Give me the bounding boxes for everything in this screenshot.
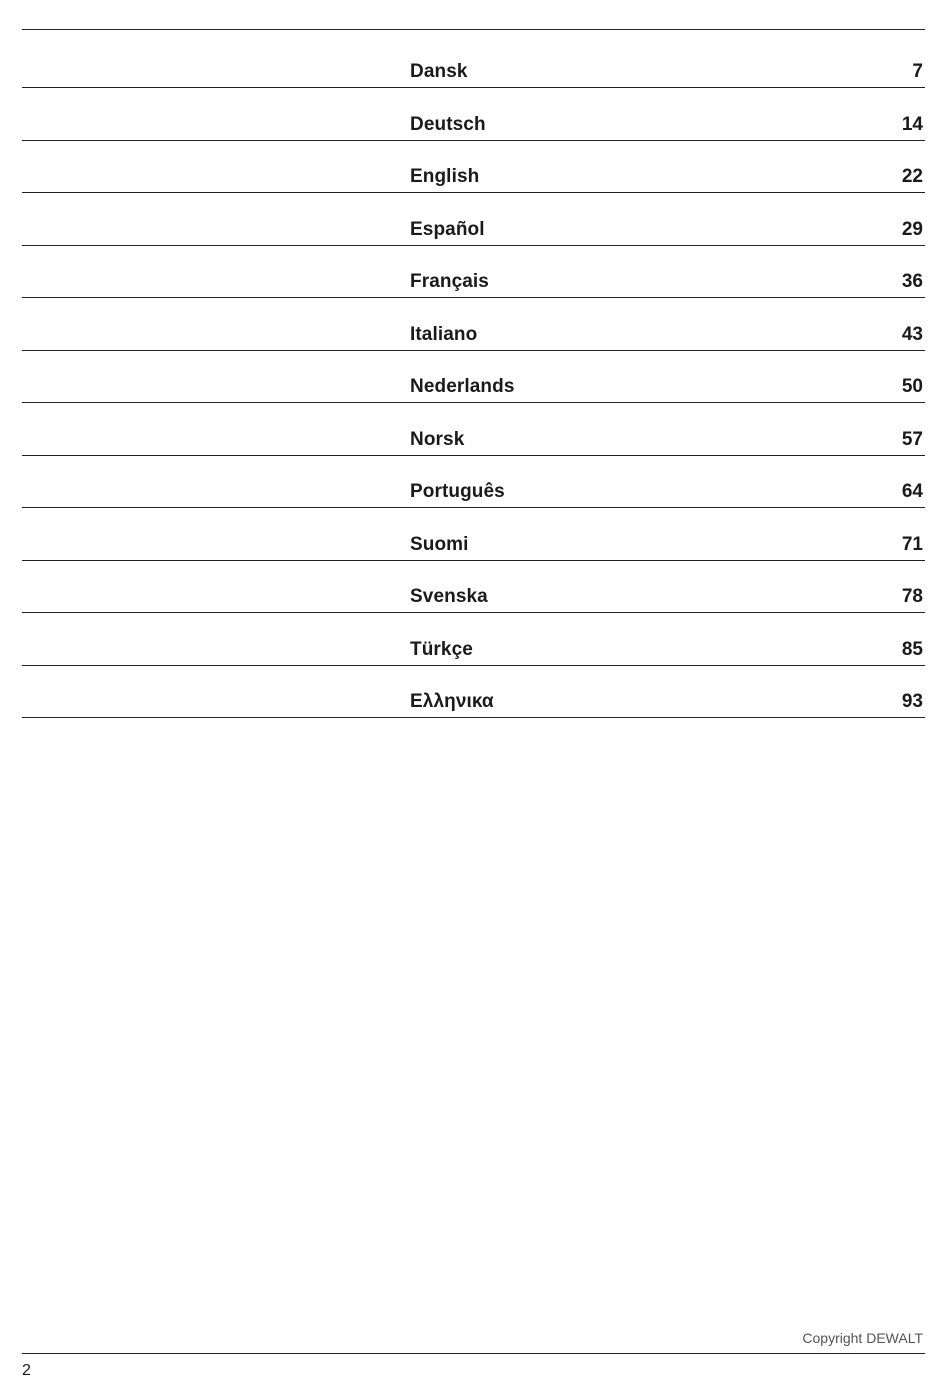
toc-page-number: 78: [901, 586, 923, 607]
toc-row-ellinika[interactable]: [22, 666, 925, 718]
toc-page-number: 93: [901, 691, 923, 712]
toc-language: Norsk: [410, 428, 465, 450]
toc-row-francais[interactable]: [22, 246, 925, 298]
toc-language: Italiano: [410, 323, 478, 345]
footer-divider: [22, 1353, 925, 1354]
toc-row-suomi[interactable]: [22, 509, 925, 561]
toc-language: Español: [410, 218, 485, 240]
toc-row-dansk[interactable]: [22, 36, 925, 88]
toc-language: Deutsch: [410, 113, 486, 135]
toc-row-svenska[interactable]: [22, 561, 925, 613]
toc-row-nederlands[interactable]: [22, 351, 925, 403]
toc-language: Dansk: [410, 61, 468, 82]
toc-page-number: 85: [901, 638, 923, 660]
toc-page-number: 43: [901, 323, 923, 345]
toc-language: Ελληνικα: [410, 691, 494, 712]
toc-row-turkce[interactable]: [22, 614, 925, 666]
toc-page-number: 71: [901, 533, 923, 555]
toc-language: Suomi: [410, 533, 469, 555]
toc-row-espanol[interactable]: [22, 194, 925, 246]
toc-page-number: 29: [901, 218, 923, 240]
toc-page-number: 57: [901, 428, 923, 450]
toc-page-number: 7: [912, 61, 923, 82]
toc-row-italiano[interactable]: [22, 299, 925, 351]
toc-row-english[interactable]: [22, 141, 925, 193]
toc-language: English: [410, 166, 480, 187]
toc-row-norsk[interactable]: [22, 404, 925, 456]
toc-row-portugues[interactable]: [22, 456, 925, 508]
toc-page-number: 36: [901, 271, 923, 292]
toc-page-number: 14: [901, 113, 923, 135]
top-divider: [22, 29, 925, 30]
toc-page-number: 64: [901, 481, 923, 502]
toc-language: Français: [410, 271, 489, 292]
toc-row-deutsch[interactable]: [22, 89, 925, 141]
toc-language: Nederlands: [410, 376, 515, 397]
copyright-notice: Copyright DEWALT: [802, 1330, 923, 1346]
toc-page-number: 22: [901, 166, 923, 187]
toc-language: Português: [410, 481, 505, 502]
toc-language: Svenska: [410, 586, 488, 607]
toc-page-number: 50: [901, 376, 923, 397]
page-number: 2: [22, 1362, 31, 1379]
toc-language: Türkçe: [410, 638, 473, 660]
